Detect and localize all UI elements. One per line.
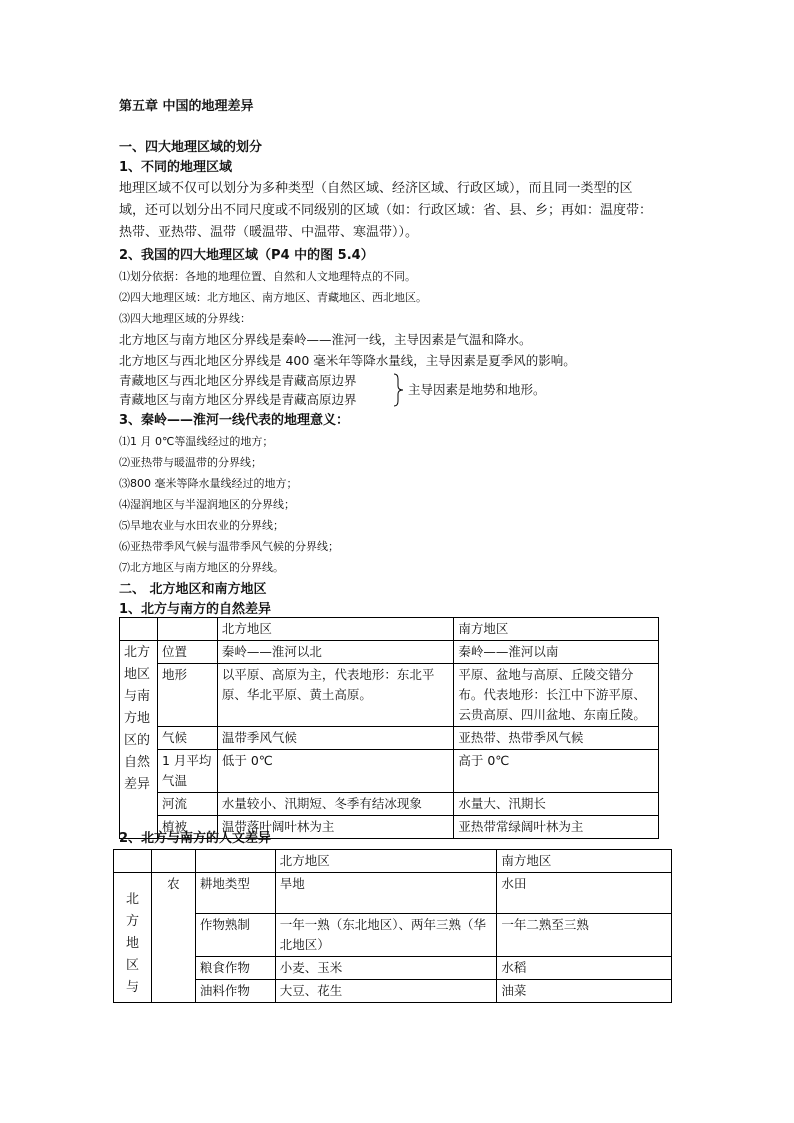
list-item: ⑴1 月 0℃等温线经过的地方；	[119, 435, 274, 448]
human-difference-table	[113, 849, 672, 1003]
list-item: ⑸旱地农业与水田农业的分界线；	[119, 519, 284, 532]
table-row	[114, 957, 672, 980]
table-row	[120, 664, 659, 727]
south-cell: 水田	[497, 873, 672, 914]
table-row	[114, 980, 672, 1003]
table-header-cell: 南方地区	[454, 618, 659, 641]
table-header-row	[114, 850, 672, 873]
list-item: ⑷湿润地区与半湿润地区的分界线；	[119, 498, 295, 511]
north-cell: 温带季风气候	[217, 727, 454, 750]
curly-brace-icon	[392, 373, 406, 407]
south-cell: 秦岭——淮河以南	[454, 641, 659, 664]
north-cell: 以平原、高原为主，代表地形：东北平原、华北平原、黄土高原。	[217, 664, 454, 727]
list-item: ⑹亚热带季风气候与温带季风气候的分界线；	[119, 540, 339, 553]
north-cell: 小麦、玉米	[275, 957, 497, 980]
list-item: ⑴划分依据：各地的地理位置、自然和人文地理特点的不同。	[119, 270, 416, 283]
south-cell: 高于 0℃	[454, 750, 659, 793]
section1-sub3-heading: 3、秦岭——淮河一线代表的地理意义：	[119, 413, 350, 428]
table-cell	[120, 618, 158, 641]
table-header-cell: 南方地区	[497, 850, 672, 873]
south-cell: 平原、盆地与高原、丘陵交错分布。代表地形：长江中下游平原、云贵高原、四川盆地、东南丘陵。	[454, 664, 659, 727]
south-cell: 亚热带常绿阔叶林为主	[454, 816, 659, 839]
boundary-line: 北方地区与南方地区分界线是秦岭——淮河一线，主导因素是气温和降水。	[119, 332, 532, 347]
table-header-row	[120, 618, 659, 641]
paragraph-line: 热带、亚热带、温带（暖温带、中温带、寒温带））。	[119, 225, 419, 240]
row-key-cell: 作物熟制	[195, 914, 275, 957]
table-row	[120, 727, 659, 750]
boundary-line: 北方地区与西北地区分界线是 400 毫米年等降水量线，主导因素是夏季风的影响。	[119, 353, 576, 368]
north-cell: 一年一熟（东北地区）、两年三熟（华北地区）	[275, 914, 497, 957]
south-cell: 一年二熟至三熟	[497, 914, 672, 957]
chapter-title: 第五章 中国的地理差异	[119, 99, 254, 114]
north-cell: 秦岭——淮河以北	[217, 641, 454, 664]
row-group-label: 北 方 地 区 与	[114, 873, 152, 1003]
brace-note: 主导因素是地势和地形。	[408, 382, 546, 397]
south-cell: 水量大、汛期长	[454, 793, 659, 816]
row-key-cell: 油料作物	[195, 980, 275, 1003]
row-key-cell: 耕地类型	[195, 873, 275, 914]
table-header-cell: 北方地区	[275, 850, 497, 873]
table-cell	[195, 850, 275, 873]
row-key-cell: 气候	[157, 727, 217, 750]
paragraph-line: 域，还可以划分出不同尺度或不同级别的区域（如：行政区域：省、县、乡；再如：温度带：	[119, 203, 653, 218]
brace-line: 青藏地区与西北地区分界线是青藏高原边界	[119, 373, 357, 388]
row-key-cell: 地形	[157, 664, 217, 727]
section2-sub2-heading: 2、北方与南方的人文差异	[119, 831, 272, 846]
list-item: ⑶800 毫米等降水量线经过的地方；	[119, 477, 298, 490]
natural-difference-table	[119, 617, 659, 839]
section2-heading: 二、 北方地区和南方地区	[119, 582, 267, 597]
row-key-cell: 河流	[157, 793, 217, 816]
row-key-cell: 1 月平均气温	[157, 750, 217, 793]
south-cell: 亚热带、热带季风气候	[454, 727, 659, 750]
table-cell	[151, 850, 195, 873]
north-cell: 水量较小、汛期短、冬季有结冰现象	[217, 793, 454, 816]
section1-heading: 一、四大地理区域的划分	[119, 140, 263, 155]
south-cell: 水稻	[497, 957, 672, 980]
table-row	[114, 914, 672, 957]
section1-sub1-heading: 1、不同的地理区域	[119, 160, 233, 175]
section2-sub1-heading: 1、北方与南方的自然差异	[119, 602, 272, 617]
table-cell	[114, 850, 152, 873]
north-cell: 大豆、花生	[275, 980, 497, 1003]
table-row	[120, 641, 659, 664]
table-row	[120, 793, 659, 816]
brace-line: 青藏地区与南方地区分界线是青藏高原边界	[119, 392, 357, 407]
document-page	[119, 96, 679, 620]
north-cell: 温带落叶阔叶林为主	[217, 816, 454, 839]
list-item: ⑵四大地理区域：北方地区、南方地区、青藏地区、西北地区。	[119, 291, 427, 304]
south-cell: 油菜	[497, 980, 672, 1003]
table-row	[114, 873, 672, 914]
north-cell: 低于 0℃	[217, 750, 454, 793]
agriculture-group-cell: 农	[151, 873, 195, 1003]
row-group-label: 北方 地区 与南 方地 区的 自然 差异	[120, 641, 158, 839]
row-key-cell: 植被	[157, 816, 217, 839]
list-item: ⑶四大地理区域的分界线：	[119, 312, 251, 325]
table-header-cell: 北方地区	[217, 618, 454, 641]
paragraph-line: 地理区域不仅可以划分为多种类型（自然区域、经济区域、行政区域），而且同一类型的区	[119, 181, 633, 196]
list-item: ⑵亚热带与暖温带的分界线；	[119, 456, 262, 469]
row-key-cell: 粮食作物	[195, 957, 275, 980]
table-row	[120, 750, 659, 793]
row-key-cell: 位置	[157, 641, 217, 664]
table-cell	[157, 618, 217, 641]
brace-group	[119, 371, 679, 409]
section1-sub2-heading: 2、我国的四大地理区域（P4 中的图 5.4）	[119, 248, 374, 263]
north-cell: 旱地	[275, 873, 497, 914]
list-item: ⑺北方地区与南方地区的分界线。	[119, 561, 284, 574]
